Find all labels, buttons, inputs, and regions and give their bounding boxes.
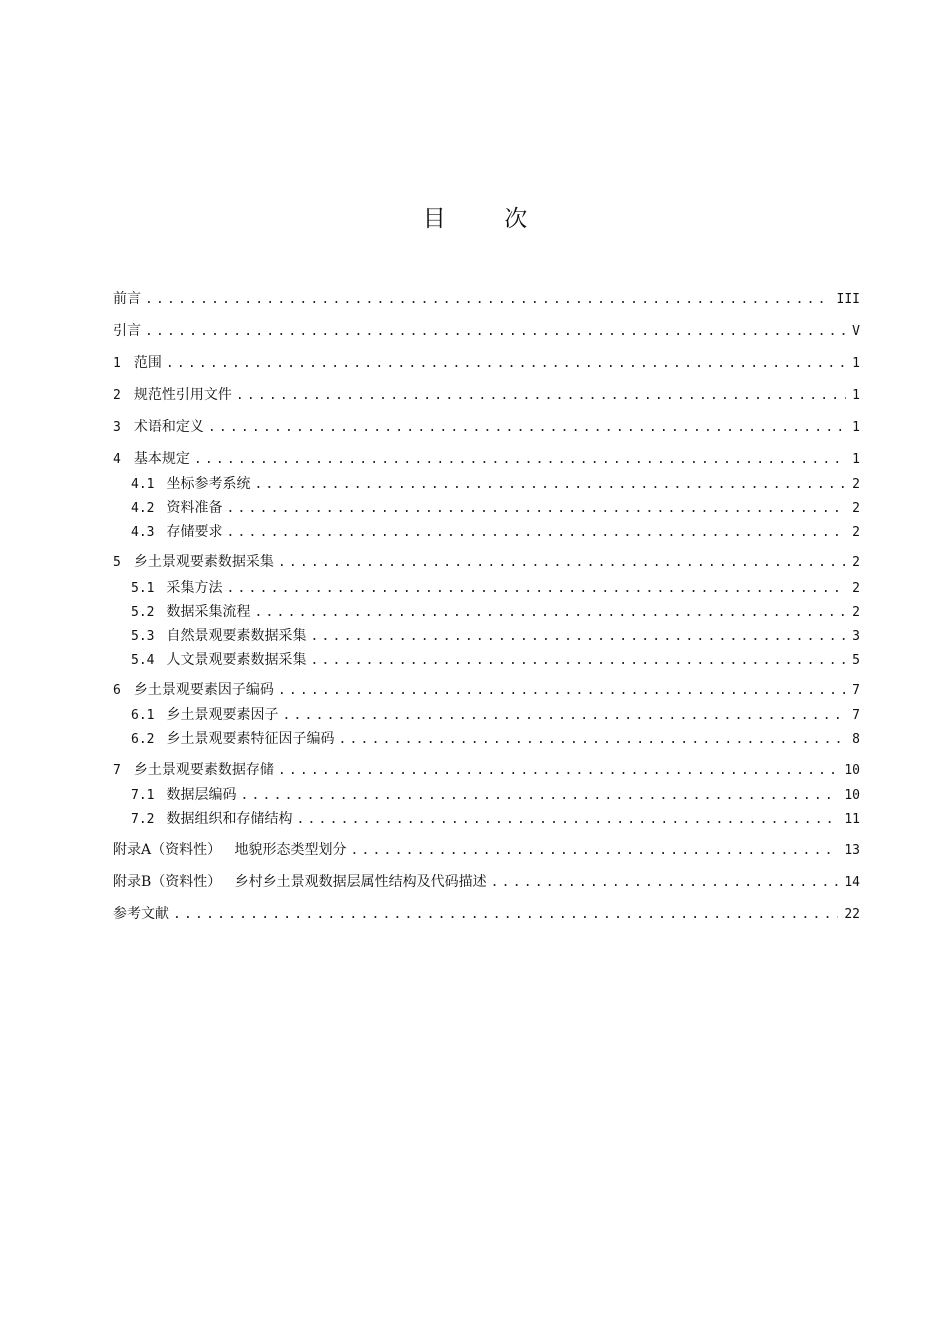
toc-entry-page: III	[836, 292, 860, 307]
toc-entry-page: 1	[852, 388, 860, 403]
toc-entry-5-2[interactable]	[131, 601, 860, 623]
toc-entry-number: 5.2	[131, 605, 155, 620]
toc-entry-label: 乡土景观要素因子	[166, 707, 279, 723]
toc-entry-4[interactable]	[113, 448, 860, 470]
toc-entry-label: 规范性引用文件	[133, 387, 232, 403]
toc-entry-page: V	[852, 324, 860, 339]
toc-leader-dots	[350, 840, 838, 862]
toc-entry-page: 1	[852, 452, 860, 467]
toc-entry-7-2[interactable]	[131, 808, 860, 830]
toc-entry-appendix-a[interactable]	[113, 839, 860, 861]
page-title: 目 次	[422, 206, 528, 232]
toc-leader-dots	[278, 680, 846, 702]
toc-entry-page: 8	[852, 732, 860, 747]
toc-leader-dots	[310, 650, 846, 672]
toc-entry-6-1[interactable]	[131, 704, 860, 726]
toc-entry-foreword[interactable]	[113, 288, 860, 310]
toc-entry-7[interactable]	[113, 759, 860, 781]
toc-entry-bibliography[interactable]	[113, 903, 860, 925]
toc-entry-introduction[interactable]	[113, 320, 860, 342]
toc-entry-page: 2	[852, 555, 860, 570]
toc-entry-page: 10	[844, 763, 860, 778]
toc-entry-2[interactable]	[113, 384, 860, 406]
toc-entry-5-3[interactable]	[131, 625, 860, 647]
toc-leader-dots	[278, 760, 839, 782]
toc-entry-label: 乡土景观要素因子编码	[133, 682, 274, 698]
toc-entry-page: 1	[852, 356, 860, 371]
toc-entry-label: 乡土景观要素数据存储	[133, 762, 274, 778]
toc-leader-dots	[226, 578, 846, 600]
toc-entry-number: 5.3	[131, 629, 155, 644]
toc-leader-dots	[236, 385, 846, 407]
toc-leader-dots	[296, 809, 838, 831]
toc-entry-number: 5	[113, 555, 121, 570]
toc-entry-label: 前言	[113, 291, 141, 307]
toc-entry-1[interactable]	[113, 352, 860, 374]
toc-entry-page: 2	[852, 605, 860, 620]
toc-entry-number: 6.1	[131, 708, 155, 723]
toc-leader-dots	[208, 417, 846, 439]
toc-entry-6-2[interactable]	[131, 728, 860, 750]
toc-entry-7-1[interactable]	[131, 784, 860, 806]
toc-entry-number: 7.2	[131, 812, 155, 827]
toc-entry-label: 数据层编码	[166, 787, 237, 803]
toc-entry-number: 4.2	[131, 501, 155, 516]
toc-entry-page: 1	[852, 420, 860, 435]
toc-entry-number: 7	[113, 763, 121, 778]
toc-entry-page: 5	[852, 653, 860, 668]
toc-leader-dots	[278, 552, 846, 574]
toc-entry-label: 资料准备	[166, 500, 223, 516]
toc-leader-dots	[240, 785, 838, 807]
toc-entry-label: 乡土景观要素数据采集	[133, 554, 274, 570]
toc-leader-dots	[338, 729, 846, 751]
toc-entry-label: 引言	[113, 323, 141, 339]
toc-entry-number: 3	[113, 420, 121, 435]
toc-entry-page: 2	[852, 525, 860, 540]
toc-entry-label: 坐标参考系统	[166, 476, 251, 492]
toc-entry-label: 范围	[133, 355, 162, 371]
toc-leader-dots	[491, 872, 839, 894]
toc-entry-number: 2	[113, 388, 121, 403]
toc-entry-number: 4.3	[131, 525, 155, 540]
toc-entry-appendix-b[interactable]	[113, 871, 860, 893]
toc-leader-dots	[166, 353, 846, 375]
toc-leader-dots	[226, 522, 846, 544]
toc-leader-dots	[310, 626, 846, 648]
toc-entry-label: 采集方法	[166, 580, 223, 596]
toc-entry-number: 7.1	[131, 788, 155, 803]
toc-entry-5-1[interactable]	[131, 577, 860, 599]
toc-entry-page: 22	[844, 907, 860, 922]
toc-leader-dots	[145, 289, 831, 311]
toc-entry-label: 基本规定	[133, 451, 190, 467]
toc-entry-number: 6	[113, 683, 121, 698]
toc-entry-5-4[interactable]	[131, 649, 860, 671]
toc-entry-4-1[interactable]	[131, 473, 860, 495]
toc-entry-page: 2	[852, 501, 860, 516]
toc-entry-label: 自然景观要素数据采集	[166, 628, 307, 644]
toc-entry-page: 7	[852, 683, 860, 698]
toc-leader-dots	[173, 904, 838, 926]
toc-leader-dots	[226, 498, 846, 520]
toc-entry-page: 13	[844, 843, 860, 858]
toc-entry-page: 7	[852, 708, 860, 723]
toc-entry-number: 5.4	[131, 653, 155, 668]
toc-entry-page: 11	[844, 812, 860, 827]
toc-entry-number: 4.1	[131, 477, 155, 492]
toc-entry-page: 3	[852, 629, 860, 644]
toc-entry-number: 1	[113, 356, 121, 371]
toc-leader-dots	[282, 705, 846, 727]
toc-entry-page: 2	[852, 477, 860, 492]
toc-entry-6[interactable]	[113, 679, 860, 701]
toc-entry-4-3[interactable]	[131, 521, 860, 543]
toc-entry-number: 5.1	[131, 581, 155, 596]
toc-entry-label: 参考文献	[113, 906, 169, 922]
toc-entry-label: 附录A（资料性） 地貌形态类型划分	[113, 842, 347, 858]
toc-entry-label: 数据组织和存储结构	[166, 811, 293, 827]
toc-entry-3[interactable]	[113, 416, 860, 438]
toc-entry-4-2[interactable]	[131, 497, 860, 519]
toc-entry-label: 数据采集流程	[166, 604, 251, 620]
toc-entry-number: 4	[113, 452, 121, 467]
toc-entry-label: 人文景观要素数据采集	[166, 652, 307, 668]
toc-entry-page: 2	[852, 581, 860, 596]
toc-leader-dots	[254, 474, 846, 496]
toc-entry-page: 10	[844, 788, 860, 803]
toc-entry-label: 存储要求	[166, 524, 223, 540]
toc-entry-label: 术语和定义	[133, 419, 204, 435]
toc-entry-label: 附录B（资料性） 乡村乡土景观数据层属性结构及代码描述	[113, 874, 487, 890]
toc-leader-dots	[145, 321, 846, 343]
toc-entry-label: 乡土景观要素特征因子编码	[166, 731, 335, 747]
toc-entry-5[interactable]	[113, 551, 860, 573]
toc-leader-dots	[254, 602, 846, 624]
toc-leader-dots	[194, 449, 846, 471]
toc-entry-page: 14	[844, 875, 860, 890]
toc-entry-number: 6.2	[131, 732, 155, 747]
